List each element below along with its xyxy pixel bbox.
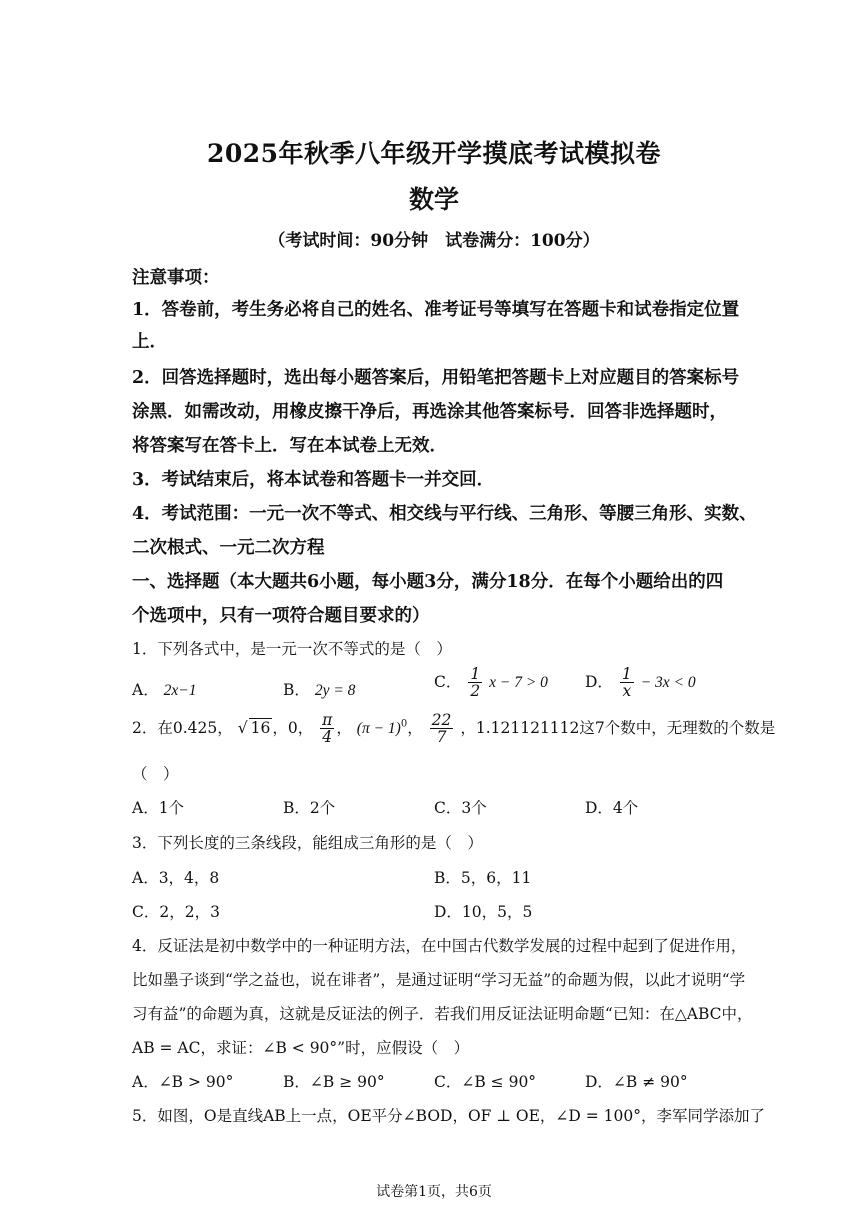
option-label: C． [434, 672, 462, 691]
q4-option-d: D．∠B ≠ 90° [585, 1073, 688, 1091]
q4-option-c: C．∠B ≤ 90° [434, 1073, 537, 1091]
q3-option-a: A．3，4，8 [132, 869, 220, 887]
fraction [620, 666, 634, 700]
fraction-numerator: 1 [621, 665, 632, 683]
separator: ，0， [272, 718, 314, 737]
fraction [320, 712, 334, 746]
option-expr: − 3x < 0 [640, 673, 696, 691]
question-2-stem [132, 712, 775, 746]
note-line: 1．答卷前，考生务必将自己的姓名、准考证号等填写在答题卡和试卷指定位置 [132, 300, 740, 320]
q3-option-b: B．5，6，11 [434, 869, 532, 887]
q2-suffix: ，1.121121112这7个数中，无理数的个数是 [460, 718, 776, 737]
note-line: 3．考试结束后，将本试卷和答题卡一并交回． [132, 470, 495, 490]
fraction-denominator: x [622, 682, 632, 701]
q2-option-c: C．3个 [434, 799, 487, 817]
q1-option-b [283, 678, 355, 700]
notes-heading: 注意事项： [132, 268, 220, 288]
repeating-decimal: 25 [197, 718, 218, 737]
fraction-denominator: 2 [470, 682, 481, 701]
q2-prefix: 2．在0.4 [132, 718, 198, 737]
q1-option-a [132, 678, 196, 700]
q4-option-a: A．∠B > 90° [132, 1073, 234, 1091]
fraction-numerator: 22 [431, 711, 452, 729]
q4-option-b: B．∠B ≥ 90° [283, 1073, 385, 1091]
fraction-denominator: 4 [322, 728, 333, 747]
question-3-stem: 3．下列长度的三条线段，能组成三角形的是（ ） [132, 834, 483, 852]
option-expr: 2y = 8 [314, 682, 356, 699]
fraction-denominator: 7 [436, 728, 447, 747]
fraction [468, 666, 482, 700]
exam-title: 2025年秋季八年级开学摸底考试模拟卷 [206, 139, 662, 168]
option-label: B． [283, 681, 310, 699]
question-5-line: 5．如图，O是直线AB上一点，OE平分∠BOD，OF ⊥ OE，∠D = 100°，李军同学添加了 [132, 1107, 765, 1125]
section-heading: 个选项中，只有一项符合题目要求的） [132, 606, 430, 626]
note-line: 上． [132, 332, 167, 352]
note-line: 4．考试范围：一元一次不等式、相交线与平行线、三角形、等腰三角形、实数、 [132, 504, 757, 524]
note-line: 2．回答选择题时，选出每小题答案后，用铅笔把答题卡上对应题目的答案标号 [132, 368, 740, 388]
fraction-numerator: π [322, 711, 333, 729]
q3-option-c: C．2，2，3 [132, 903, 220, 921]
fraction [430, 712, 454, 746]
exam-info: （考试时间：90分钟 试卷满分：100分） [268, 231, 600, 251]
sqrt-radicand: 16 [250, 718, 271, 737]
page-footer: 试卷第1页，共6页 [376, 1184, 492, 1200]
separator: ， [336, 718, 352, 737]
option-expr: x − 7 > 0 [489, 673, 548, 691]
q1-option-d [585, 666, 696, 700]
option-label: D． [585, 672, 613, 691]
fraction-numerator: 1 [470, 665, 481, 683]
note-line: 二次根式、一元二次方程 [132, 538, 325, 558]
q2-option-b: B．2个 [283, 799, 336, 817]
question-4-line: 习有益”的命题为真，这就是反证法的例子．若我们用反证法证明命题“已知：在△ABC中， [132, 1005, 753, 1023]
q2-option-a: A．1个 [132, 799, 185, 817]
option-label: A． [132, 681, 159, 699]
question-1-stem: 1．下列各式中，是一元一次不等式的是（ ） [132, 640, 452, 658]
note-line: 将答案写在答卡上．写在本试卷上无效． [132, 436, 447, 456]
question-4-line: 比如墨子谈到“学之益也，说在诽者”，是通过证明“学习无益”的命题为假，以此才说明“学 [132, 971, 746, 989]
question-4-line: 4．反证法是初中数学中的一种证明方法，在中国古代数学发展的过程中起到了促进作用， [132, 937, 747, 955]
q2-option-d: D．4个 [585, 799, 639, 817]
power-exponent: 0 [400, 718, 408, 730]
question-4-line: AB = AC，求证：∠B < 90°”时，应假设（ ） [132, 1039, 470, 1057]
power-base: (π − 1) [356, 719, 401, 737]
option-expr: 2x−1 [163, 682, 197, 699]
separator: ， [407, 718, 423, 737]
q3-option-d: D．10，5，5 [434, 903, 533, 921]
answer-blank: （ ） [132, 765, 179, 783]
note-line: 涂黑．如需改动，用橡皮擦干净后，再选涂其他答案标号．回答非选择题时， [132, 402, 727, 422]
subject-title: 数学 [408, 185, 459, 214]
sqrt-symbol: √ [237, 718, 248, 737]
section-heading: 一、选择题（本大题共6小题，每小题3分，满分18分．在每个小题给出的四 [132, 572, 724, 592]
separator: ， [217, 718, 233, 737]
q1-option-c [434, 666, 548, 700]
